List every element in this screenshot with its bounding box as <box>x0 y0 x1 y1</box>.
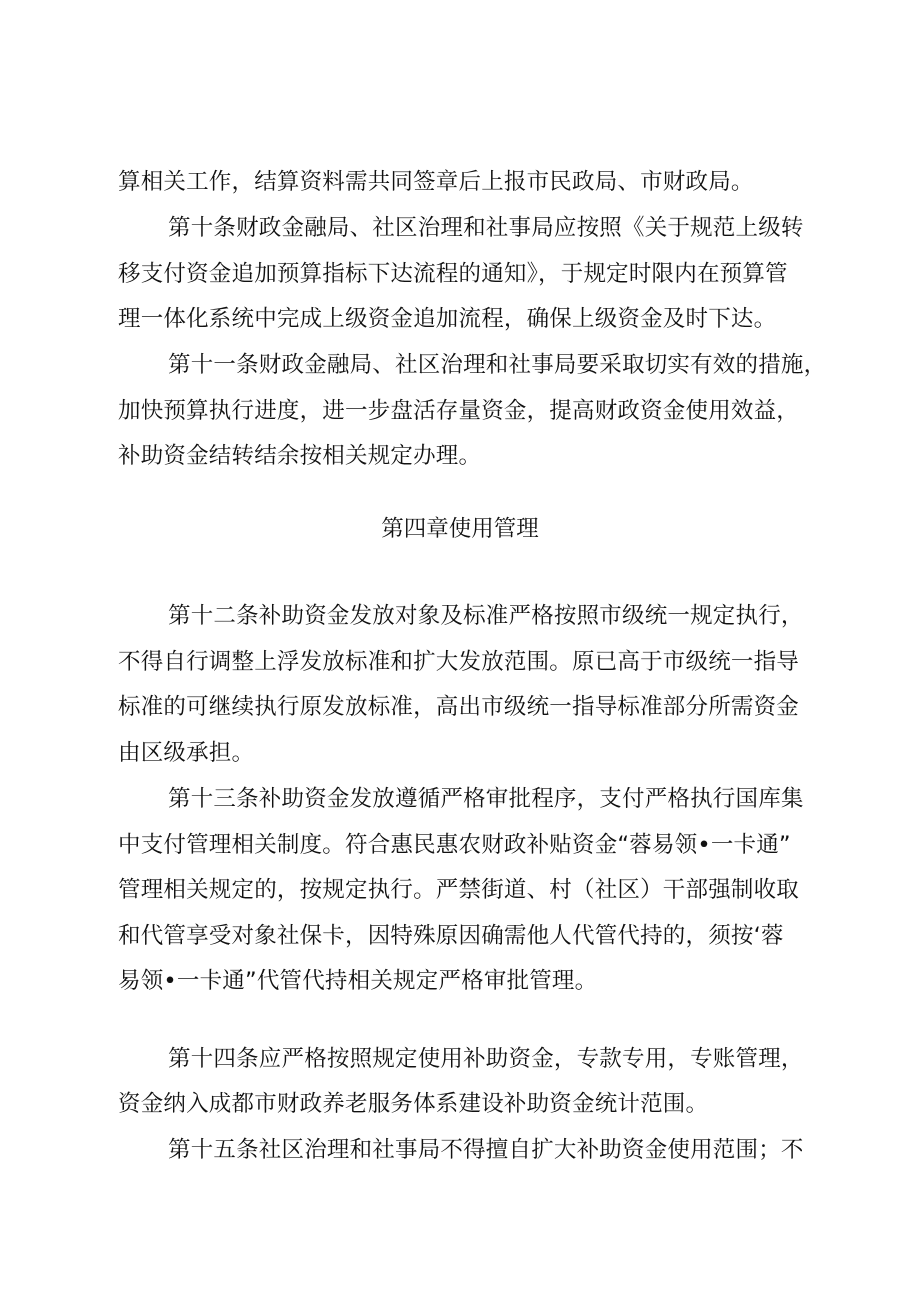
paragraph-line: 理一体化系统中完成上级资金追加流程，确保上级资金及时下达。 <box>118 306 777 332</box>
paragraph-line: 易领•一卡通”代管代持相关规定严格审批管理。 <box>118 968 598 994</box>
paragraph-line: 第十三条补助资金发放遵循严格审批程序，支付严格执行国库集 <box>168 786 804 812</box>
paragraph-line: 资金纳入成都市财政养老服务体系建设补助资金统计范围。 <box>118 1091 709 1117</box>
paragraph-line: 第十五条社区治理和社事局不得擅自扩大补助资金使用范围；不 <box>168 1137 804 1163</box>
paragraph-line: 标准的可继续执行原发放标准，高出市级统一指导标准部分所需资金 <box>118 694 800 720</box>
paragraph-line: 管理相关规定的，按规定执行。严禁街道、村（社区）干部强制收取 <box>118 877 800 903</box>
paragraph-line: 中支付管理相关制度。符合惠民惠农财政补贴资金“蓉易领•一卡通” <box>118 832 791 858</box>
paragraph-line: 算相关工作，结算资料需共同签章后上报市民政局、市财政局。 <box>118 169 754 195</box>
chapter-heading: 第四章使用管理 <box>381 516 539 542</box>
paragraph-line: 加快预算执行进度，进一步盘活存量资金，提高财政资金使用效益， <box>118 398 800 424</box>
paragraph-line: 补助资金结转结余按相关规定办理。 <box>118 443 482 469</box>
paragraph-line: 和代管享受对象社保卡，因特殊原因确需他人代管代持的，须按‘蓉 <box>118 923 784 949</box>
paragraph-line: 第十条财政金融局、社区治理和社事局应按照《关于规范上级转 <box>168 215 804 241</box>
paragraph-line: 由区级承担。 <box>118 740 255 766</box>
paragraph-line: 不得自行调整上浮发放标准和扩大发放范围。原已高于市级统一指导 <box>118 649 800 675</box>
paragraph-line: 第十四条应严格按照规定使用补助资金，专款专用，专账管理， <box>168 1046 804 1072</box>
paragraph-line: 移支付资金追加预算指标下达流程的通知》，于规定时限内在预算管 <box>118 261 788 287</box>
paragraph-line: 第十一条财政金融局、社区治理和社事局要采取切实有效的措施， <box>168 352 827 378</box>
paragraph-line: 第十二条补助资金发放对象及标准严格按照市级统一规定执行， <box>168 603 804 629</box>
